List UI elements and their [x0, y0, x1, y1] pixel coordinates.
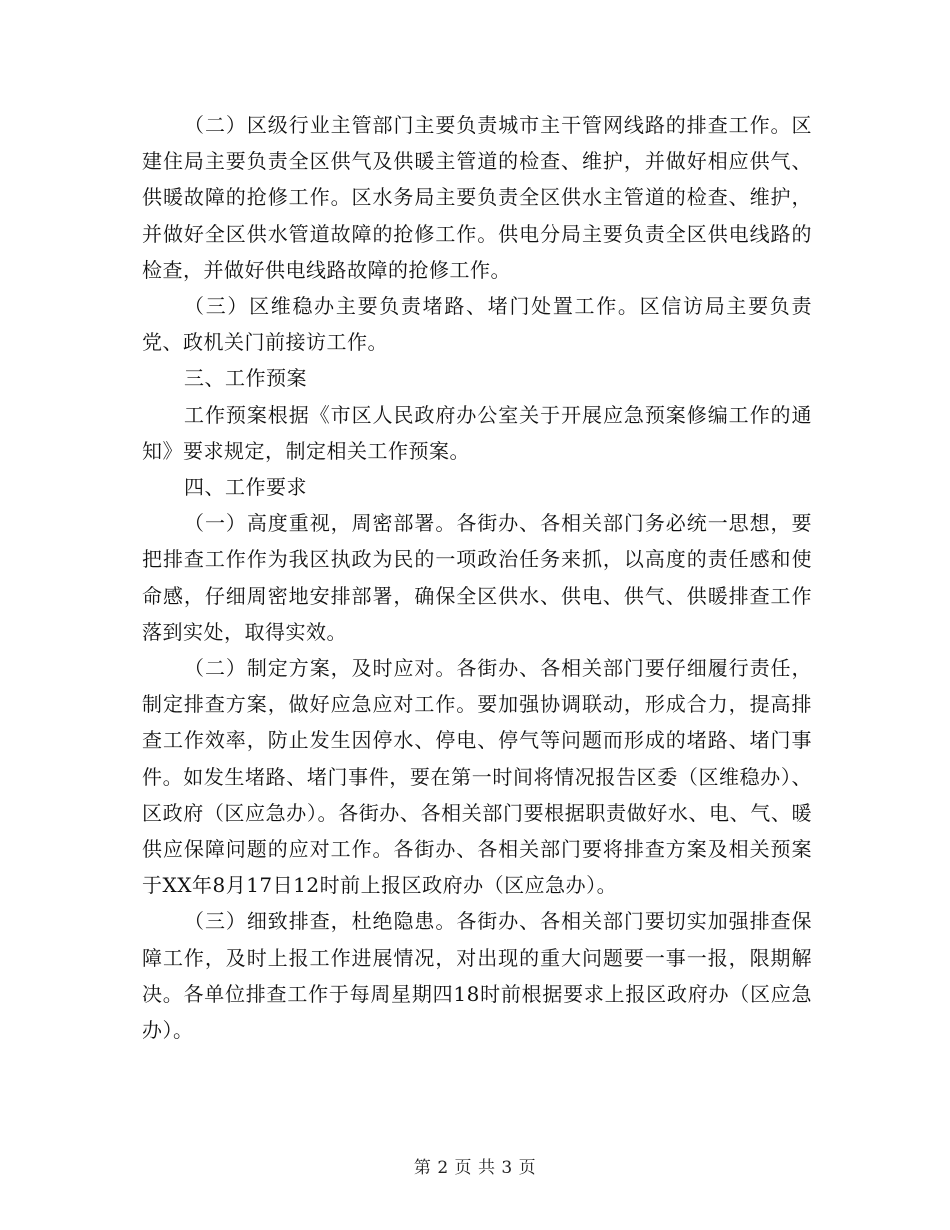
paragraph-requirement-one: （一）高度重视，周密部署。各街办、各相关部门务必统一思想，要把排查工作作为我区执政为民的一项政治任务来抓，以高度的责任感和使命感，仔细周密地安排部署，确保全区供水、供电、供气、供暖排查工作落到实处，取得实效。	[142, 511, 812, 644]
section-heading-work-requirements: 四、工作要求	[184, 475, 307, 500]
document-body	[142, 107, 812, 1048]
page-footer	[0, 1153, 950, 1178]
paragraph-stability-office: （三）区维稳办主要负责堵路、堵门处置工作。区信访局主要负责党、政机关门前接访工作。	[142, 294, 812, 355]
paragraph-district-departments: （二）区级行业主管部门主要负责城市主干管网线路的排查工作。区建住局主要负责全区供气及供暖主管道的检查、维护，并做好相应供气、供暖故障的抢修工作。区水务局主要负责全区供水主管道的检查、维护，并做好全区供水管道故障的抢修工作。供电分局主要负责全区供电线路的检查，并做好供电线路故障的抢修工作。	[142, 113, 812, 282]
page-number-label: 第 2 页 共 3 页	[413, 1158, 537, 1178]
paragraph-work-plan: 工作预案根据《市区人民政府办公室关于开展应急预案修编工作的通知》要求规定，制定相关工作预案。	[142, 402, 812, 463]
paragraph-requirement-two: （二）制定方案，及时应对。各街办、各相关部门要仔细履行责任，制定排查方案，做好应急应对工作。要加强协调联动，形成合力，提高排查工作效率，防止发生因停水、停电、停气等问题而形成的堵路、堵门事件。如发生堵路、堵门事件，要在第一时间将情况报告区委（区维稳办）、区政府（区应急办）。各街办、各相关部门要根据职责做好水、电、气、暖供应保障问题的应对工作。各街办、各相关部门要将排查方案及相关预案于XX年8月17日12时前上报区政府办（区应急办）。	[142, 656, 812, 898]
paragraph-requirement-three: （三）细致排查，杜绝隐患。各街办、各相关部门要切实加强排查保障工作，及时上报工作进展情况，对出现的重大问题要一事一报，限期解决。各单位排查工作于每周星期四18时前根据要求上报区政府办（区应急办）。	[142, 909, 812, 1043]
section-heading-work-plan: 三、工作预案	[184, 366, 307, 391]
